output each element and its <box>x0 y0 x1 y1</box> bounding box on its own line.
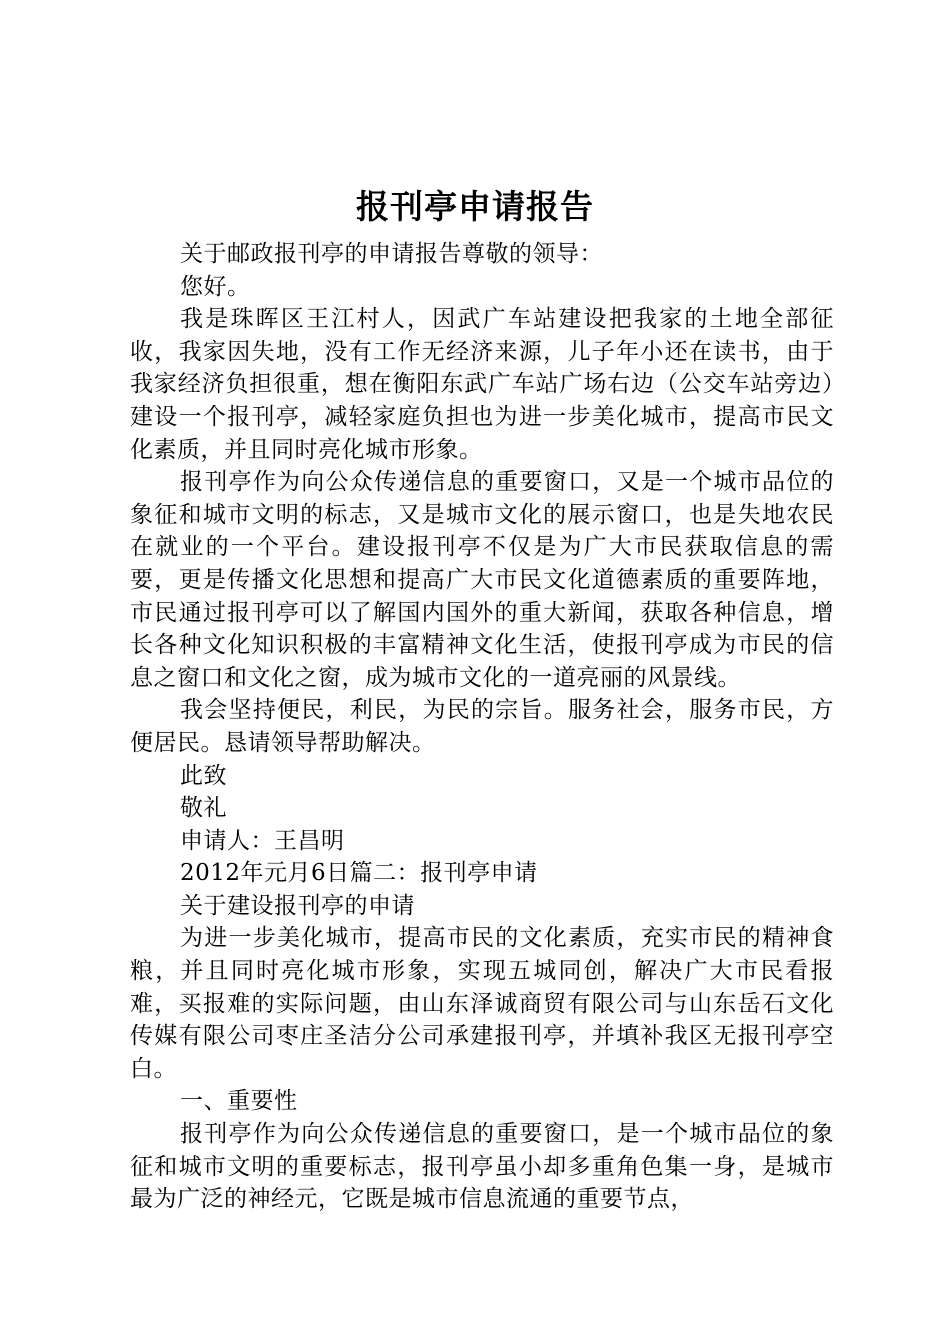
paragraph-importance: 报刊亭作为向公众传递信息的重要窗口，是一个城市品位的象征和城市文明的重要标志，报刊亭虽小却多重角色集一身，是城市最为广泛的神经元，它既是城市信息流通的重要节点， <box>130 1121 834 1213</box>
paragraph-purpose: 报刊亭作为向公众传递信息的重要窗口，又是一个城市品位的象征和城市文明的标志，又是城市文化的展示窗口，也是失地农民在就业的一个平台。建设报刊亭不仅是为广大市民获取信息的需要，更是传播文化思想和提高广大市民文化道德素质的重要阵地，市民通过报刊亭可以了解国内国外的重大新闻，获取各种信息，增长各种文化知识积极的丰富精神文化生活，使报刊亭成为市民的信息之窗口和文化之窗，成为城市文化的一道亮丽的风景线。 <box>130 469 834 691</box>
paragraph-greeting: 您好。 <box>180 273 251 300</box>
document-title: 报刊亭申请报告 <box>356 187 594 226</box>
paragraph-section-intro: 为进一步美化城市，提高市民的文化素质，充实市民的精神食粮，并且同时亮化城市形象，实现五城同创，解决广大市民看报难，买报难的实际问题，由山东泽诚商贸有限公司与山东岳石文化传媒有限公司枣庄圣洁分公司承建报刊亭，并填补我区无报刊亭空白。 <box>130 925 834 1082</box>
document-body <box>130 238 834 1216</box>
paragraph-closing-2: 敬礼 <box>180 795 227 822</box>
paragraph-salutation: 关于邮政报刊亭的申请报告尊敬的领导： <box>180 241 603 267</box>
paragraph-date: 2012年元月6日篇二：报刊亭申请 <box>180 860 538 887</box>
paragraph-section-title: 关于建设报刊亭的申请 <box>180 892 415 919</box>
paragraph-background: 我是珠晖区王江村人，因武广车站建设把我家的土地全部征收，我家因失地，没有工作无经济来源，儿子年小还在读书，由于我家经济负担很重，想在衡阳东武广车站广场右边（公交车站旁边）建设一个报刊亭，减轻家庭负担也为进一步美化城市，提高市民文化素质，并且同时亮化城市形象。 <box>130 306 834 463</box>
paragraph-applicant: 申请人：王昌明 <box>180 827 345 854</box>
paragraph-closing-1: 此致 <box>180 762 227 789</box>
paragraph-heading-importance: 一、重要性 <box>180 1088 298 1115</box>
paragraph-commitment: 我会坚持便民，利民，为民的宗旨。服务社会，服务市民，方便居民。恳请领导帮助解决。 <box>130 697 834 756</box>
